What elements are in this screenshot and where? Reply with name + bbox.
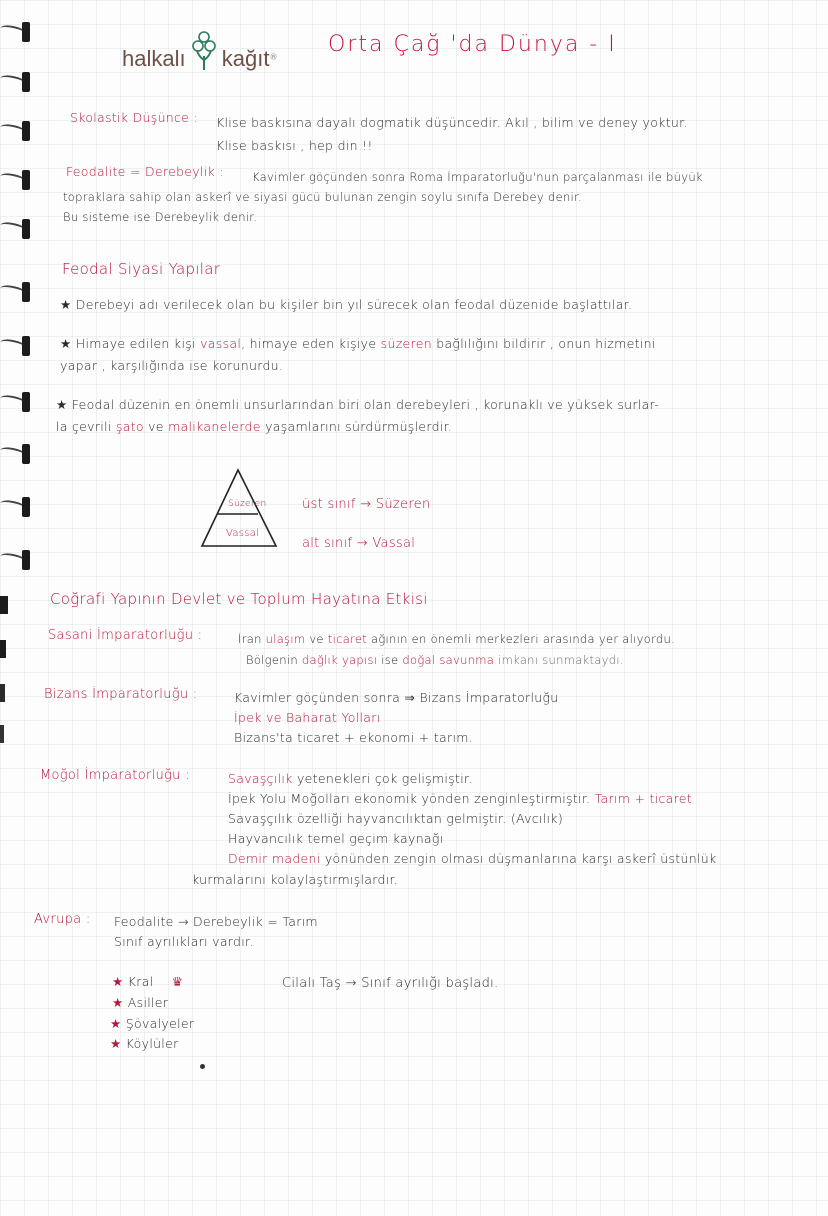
- star-icon: ★: [112, 995, 124, 1010]
- mogol-line-5: Demir madeni yönünden zengin olması düşmanlarına karşı askerî üstünlük: [228, 851, 717, 866]
- spiral-ring: [0, 392, 34, 414]
- pyramid-top-label: Süzeren: [228, 499, 267, 509]
- logo-text-right: kağıt: [221, 46, 270, 71]
- brand-logo: [122, 30, 277, 72]
- cografi-heading: Coğrafi Yapının Devlet ve Toplum Hayatına Etkisi: [50, 590, 428, 608]
- term-suzeren: süzeren: [380, 336, 432, 351]
- page-title: Orta Çağ 'da Dünya - I: [328, 32, 617, 57]
- feodalite-label: Feodalite = Derebeylik :: [66, 164, 224, 179]
- skolastik-line-2: Klise baskısı , hep din !!: [216, 138, 373, 153]
- bizans-line-1: Kavimler göçünden sonra ⇒ Bizans İmparatorluğu: [234, 690, 559, 705]
- spiral-ring: [0, 72, 34, 94]
- spiral-ring: [0, 444, 34, 466]
- avrupa-line-1: Feodalite → Derebeylik = Tarım: [114, 914, 318, 929]
- spiral-clip: [0, 640, 6, 658]
- sasani-line-2: Bölgenin dağlık yapısı ise doğal savunma imkanı sunmaktaydı.: [246, 653, 624, 667]
- spiral-clip: [0, 684, 5, 702]
- feodalite-line-1: Kavimler göçünden sonra Roma İmparatorluğu'nun parçalanması ile büyük: [252, 170, 703, 184]
- feodalite-line-2: topraklara sahip olan askerî ve siyasi gücü bulunan zengin soylu sınıfa Derebey denir.: [63, 190, 582, 204]
- bizans-line-3: Bizans'ta ticaret + ekonomi + tarım.: [234, 730, 473, 745]
- spiral-clip: [0, 725, 4, 743]
- spiral-ring: [0, 22, 34, 44]
- mogol-line-3: Savaşçılık özelliği hayvancılıktan gelmiştir. (Avcılık): [228, 811, 564, 826]
- feodal-siyasi-heading: Feodal Siyasi Yapılar: [62, 260, 221, 278]
- term-vassal: vassal: [200, 336, 242, 351]
- star-icon: ★: [56, 397, 68, 412]
- bullet-2-line-2: yapar , karşılığında ise korunurdu.: [60, 358, 284, 373]
- mogol-label: Moğol İmparatorluğu :: [40, 768, 190, 783]
- bullet-3-line-2: la çevrili şato ve malikanelerde yaşamlarını sürdürmüşlerdir.: [56, 419, 453, 434]
- bizans-label: Bizans İmparatorluğu :: [44, 687, 198, 702]
- spiral-ring: [0, 550, 34, 572]
- hierarchy-pyramid: [200, 468, 280, 554]
- avrupa-label: Avrupa :: [34, 912, 91, 927]
- class-item-koyluler: ★ Köylüler: [110, 1036, 179, 1051]
- skolastik-label: Skolastik Düşünce :: [70, 110, 198, 125]
- star-icon: ★: [60, 336, 72, 351]
- mogol-line-2: İpek Yolu Moğolları ekonomik yönden zenginleştirmiştir. Tarım + ticaret: [228, 791, 692, 806]
- mogol-line-6: kurmalarını kolaylaştırmışlardır.: [192, 872, 399, 887]
- sasani-label: Sasani İmparatorluğu :: [48, 628, 203, 643]
- registered-mark: ®: [269, 52, 278, 62]
- spiral-ring: [0, 170, 34, 192]
- avrupa-line-2: Sınıf ayrılıkları vardır.: [114, 934, 254, 949]
- spiral-ring: [0, 497, 34, 519]
- feodalite-line-3: Bu sisteme ise Derebeylik denir.: [63, 210, 258, 224]
- pyramid-bottom-label: Vassal: [226, 528, 260, 539]
- spiral-ring: [0, 219, 34, 241]
- mogol-line-4: Hayvancılık temel geçim kaynağı: [228, 831, 444, 846]
- bullet-2: ★ Himaye edilen kişi vassal, himaye eden kişiye süzeren bağlılığını bildirir , onun hizmetini: [60, 336, 656, 351]
- star-icon: ★: [110, 1016, 122, 1031]
- logo-text-left: halkalı: [122, 46, 186, 71]
- spiral-ring: [0, 336, 34, 358]
- tree-icon: [189, 30, 219, 72]
- skolastik-line-1: Klise baskısına dayalı dogmatik düşüncedir. Akıl , bilim ve deney yoktur.: [216, 115, 688, 130]
- term-sato: şato: [115, 419, 144, 434]
- spiral-ring: [0, 121, 34, 143]
- star-icon: ★: [60, 297, 72, 312]
- sasani-line-1: İran ulaşım ve ticaret ağının en önemli merkezleri arasında yer alıyordu.: [238, 632, 676, 646]
- bullet-3: ★ Feodal düzenin en önemli unsurlarından biri olan derebeyleri , korunaklı ve yüksek surlar-: [56, 397, 660, 412]
- spiral-ring: [0, 282, 34, 304]
- lower-class-text: alt sınıf → Vassal: [302, 536, 416, 551]
- star-icon: ★: [110, 1036, 122, 1051]
- cilali-tas-note: Cilalı Taş → Sınıf ayrılığı başladı.: [282, 976, 499, 991]
- term-malikane: malikanelerde: [168, 419, 261, 434]
- ink-dot: [200, 1064, 205, 1069]
- bullet-1: ★ Derebeyi adı verilecek olan bu kişiler bin yıl sürecek olan feodal düzenide başlattılar.: [60, 297, 633, 312]
- star-icon: ★: [112, 974, 124, 989]
- class-item-kral: ★ Kral ♛: [112, 974, 184, 989]
- spiral-clip: [0, 596, 8, 614]
- class-item-sovalyeler: ★ Şövalyeler: [110, 1016, 195, 1031]
- class-item-asiller: ★ Asiller: [112, 995, 169, 1010]
- upper-class-text: üst sınıf → Süzeren: [302, 497, 431, 512]
- mogol-line-1: Savaşçılık yetenekleri çok gelişmiştir.: [228, 771, 473, 786]
- crown-icon: ♛: [171, 974, 184, 989]
- bizans-line-2: İpek ve Baharat Yolları: [234, 710, 381, 725]
